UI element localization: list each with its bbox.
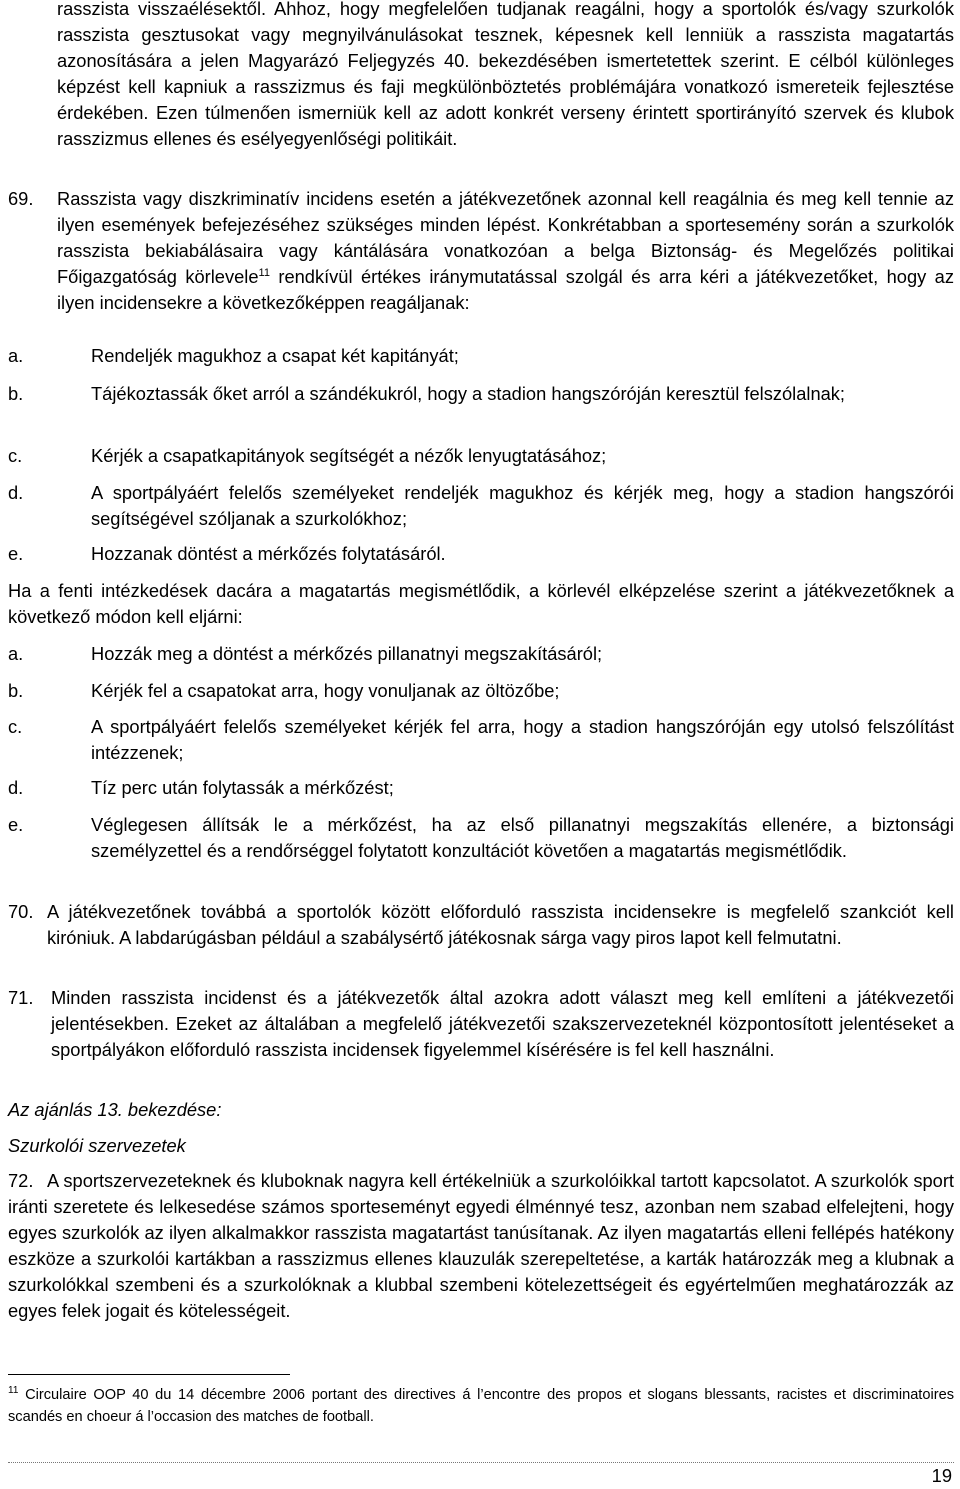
paragraph-number: 71. — [8, 987, 34, 1008]
list-item — [8, 480, 954, 532]
list-item-label: d. — [8, 482, 24, 503]
list-item-label: b. — [8, 680, 24, 701]
section-subheading: Szurkolói szervezetek — [8, 1135, 186, 1156]
list-item — [8, 541, 954, 567]
list-item-text: Kérjék fel a csapatokat arra, hogy vonuljanak az öltözőbe; — [91, 680, 560, 701]
list-item-label: e. — [8, 543, 24, 564]
paragraph-body: A sportszervezeteknek és kluboknak nagyra kell értékelniük a szurkolóikkal tartott kapcsolatot. A szurkolók sport iránti szeretete és lelkesedése számos sporteseményt egyedi élménnyé tesz, azonban nem szabad elfelejteni, hogy egyes szurkolók az ilyen alkalmakkor rasszista magatartást tanúsítanak. Az ilyen magatartás elleni fellépés hatékony eszköze a szurkolói kartákban a rasszizmus ellenes klauzulák szerepeltetése, a karták határozzák meg a klubnak a szurkolókkal szembeni és a szurkolóknak a klubbal szembeni kötelezettségeit és egyértelműen meghatározzák az egyes felek jogait és kötelességeit. — [8, 1170, 954, 1321]
list-item — [8, 381, 954, 407]
list-item-text: Kérjék a csapatkapitányok segítségét a nézők lenyugtatásához; — [91, 445, 607, 466]
paragraph-text-part-1: Rasszista vagy diszkriminatív incidens esetén a játékvezetőnek azonnal kell reagálnia és meg kell tennie az ilyen események befejezéséhez szükséges minden lépést. Konkrétabban a sportesemény során a szurkolók rasszista bekiabálásaira vagy kántálására vonatkozóan a belga Biztonság- és Megelőzés politikai Főigazgatóság körlevele — [57, 188, 954, 287]
page-number: 19 — [931, 1465, 952, 1486]
list-item-text: A sportpályáért felelős személyeket kérjék fel arra, hogy a stadion hangszóróján egy utolsó felszólítást intézzenek; — [91, 716, 954, 763]
list-item-text: Tájékoztassák őket arról a szándékukról, hogy a stadion hangszóróján keresztül felszólalnak; — [91, 383, 846, 404]
paragraph-number: 70. — [8, 901, 34, 922]
list-item — [8, 678, 954, 704]
footnote-separator — [8, 1374, 290, 1375]
paragraph-70 — [8, 899, 954, 951]
list-item-label: c. — [8, 445, 23, 466]
section-heading: Az ajánlás 13. bekezdése: — [8, 1099, 222, 1120]
footnote-reference[interactable]: 11 — [258, 267, 270, 279]
list-item-text: A sportpályáért felelős személyeket rendeljék magukhoz és kérjék meg, hogy a stadion hangszórói segítségével szóljanak a szurkolókhoz; — [91, 482, 954, 529]
list-item-text: Hozzanak döntést a mérkőzés folytatásáról. — [91, 543, 446, 564]
list-item-label: d. — [8, 777, 24, 798]
list-item-text: Tíz perc után folytassák a mérkőzést; — [91, 777, 394, 798]
list-item — [8, 343, 954, 369]
list-item-text: Hozzák meg a döntést a mérkőzés pillanatnyi megszakításáról; — [91, 643, 603, 664]
footnote-number: 11 — [8, 1385, 19, 1396]
list-item-label: a. — [8, 643, 24, 664]
paragraph-body: Minden rasszista incidenst és a játékvezetők által azokra adott választ meg kell említeni a játékvezetői jelentésekben. Ezeket az általában a megfelelő játékvezetői szakszervezeteknél központosított jelentéseket a sportpályákon előforduló rasszista incidensek figyelemmel kísérésére is fel kell használni. — [51, 987, 954, 1060]
footnote — [8, 1384, 954, 1428]
paragraph-72 — [8, 1168, 954, 1324]
paragraph-71 — [8, 985, 954, 1063]
conditional-paragraph — [8, 578, 954, 630]
list-item — [8, 714, 954, 766]
paragraph-text-part-2: rendkívül értékes iránymutatással szolgál és arra kéri a játékvezetőket, hogy az ilyen incidensekre a következőképpen reagáljanak: — [57, 266, 954, 313]
paragraph-number: 72. — [8, 1170, 34, 1191]
list-item — [8, 812, 954, 864]
list-item — [8, 443, 954, 469]
list-item-label: e. — [8, 814, 24, 835]
conditional-text: Ha a fenti intézkedések dacára a magatartás megismétlődik, a körlevél elképzelése szerint a játékvezetőknek a következő módon kell eljárni: — [8, 580, 954, 627]
paragraph-body: A játékvezetőnek továbbá a sportolók között előforduló rasszista incidensekre is megfelelő szankciót kell kiróniuk. A labdarúgásban például a szabálysértő játékosnak sárga vagy piros lapot kell felmutatni. — [47, 901, 954, 948]
intro-text: rasszista visszaélésektől. Ahhoz, hogy megfelelően tudjanak reagálni, hogy a sportolók és/vagy szurkolók rasszista gesztusokat vagy megnyilvánulásokat tesznek, képesnek kell lenniük a rasszista magatartás azonosítására a jelen Magyarázó Feljegyzés 40. bekezdésében ismertetettek szerint. E célból különleges képzést kell kapniuk a rasszizmus és faji megkülönböztetés problémájára vonatkozó ismereteik fejlesztése érdekében. Ezen túlmenően ismerniük kell az adott konkrét verseny érintett sportirányító szervek és klubok rasszizmus ellenes és esélyegyenlőségi politikáit. — [57, 0, 954, 149]
intro-paragraph — [57, 0, 954, 152]
list-item-label: c. — [8, 716, 23, 737]
paragraph-body — [57, 186, 954, 316]
footnote-text: Circulaire OOP 40 du 14 décembre 2006 portant des directives á l’encontre des propos et slogans blessants, racistes et discriminatoires scandés en choeur á l’occasion des matches de football. — [8, 1387, 954, 1425]
paragraph-number: 69. — [8, 188, 34, 209]
list-item-label: b. — [8, 383, 24, 404]
list-item-text: Rendeljék magukhoz a csapat két kapitányát; — [91, 345, 459, 366]
footer-divider — [8, 1462, 954, 1463]
list-item-text: Véglegesen állítsák le a mérkőzést, ha az első pillanatnyi megszakítás ellenére, a biztonsági személyzettel és a rendőrséggel folytatott konzultációt követően a magatartás megismétlődik. — [91, 814, 954, 861]
list-item-label: a. — [8, 345, 24, 366]
list-item — [8, 641, 954, 667]
paragraph-69 — [8, 186, 954, 316]
list-item — [8, 775, 954, 801]
